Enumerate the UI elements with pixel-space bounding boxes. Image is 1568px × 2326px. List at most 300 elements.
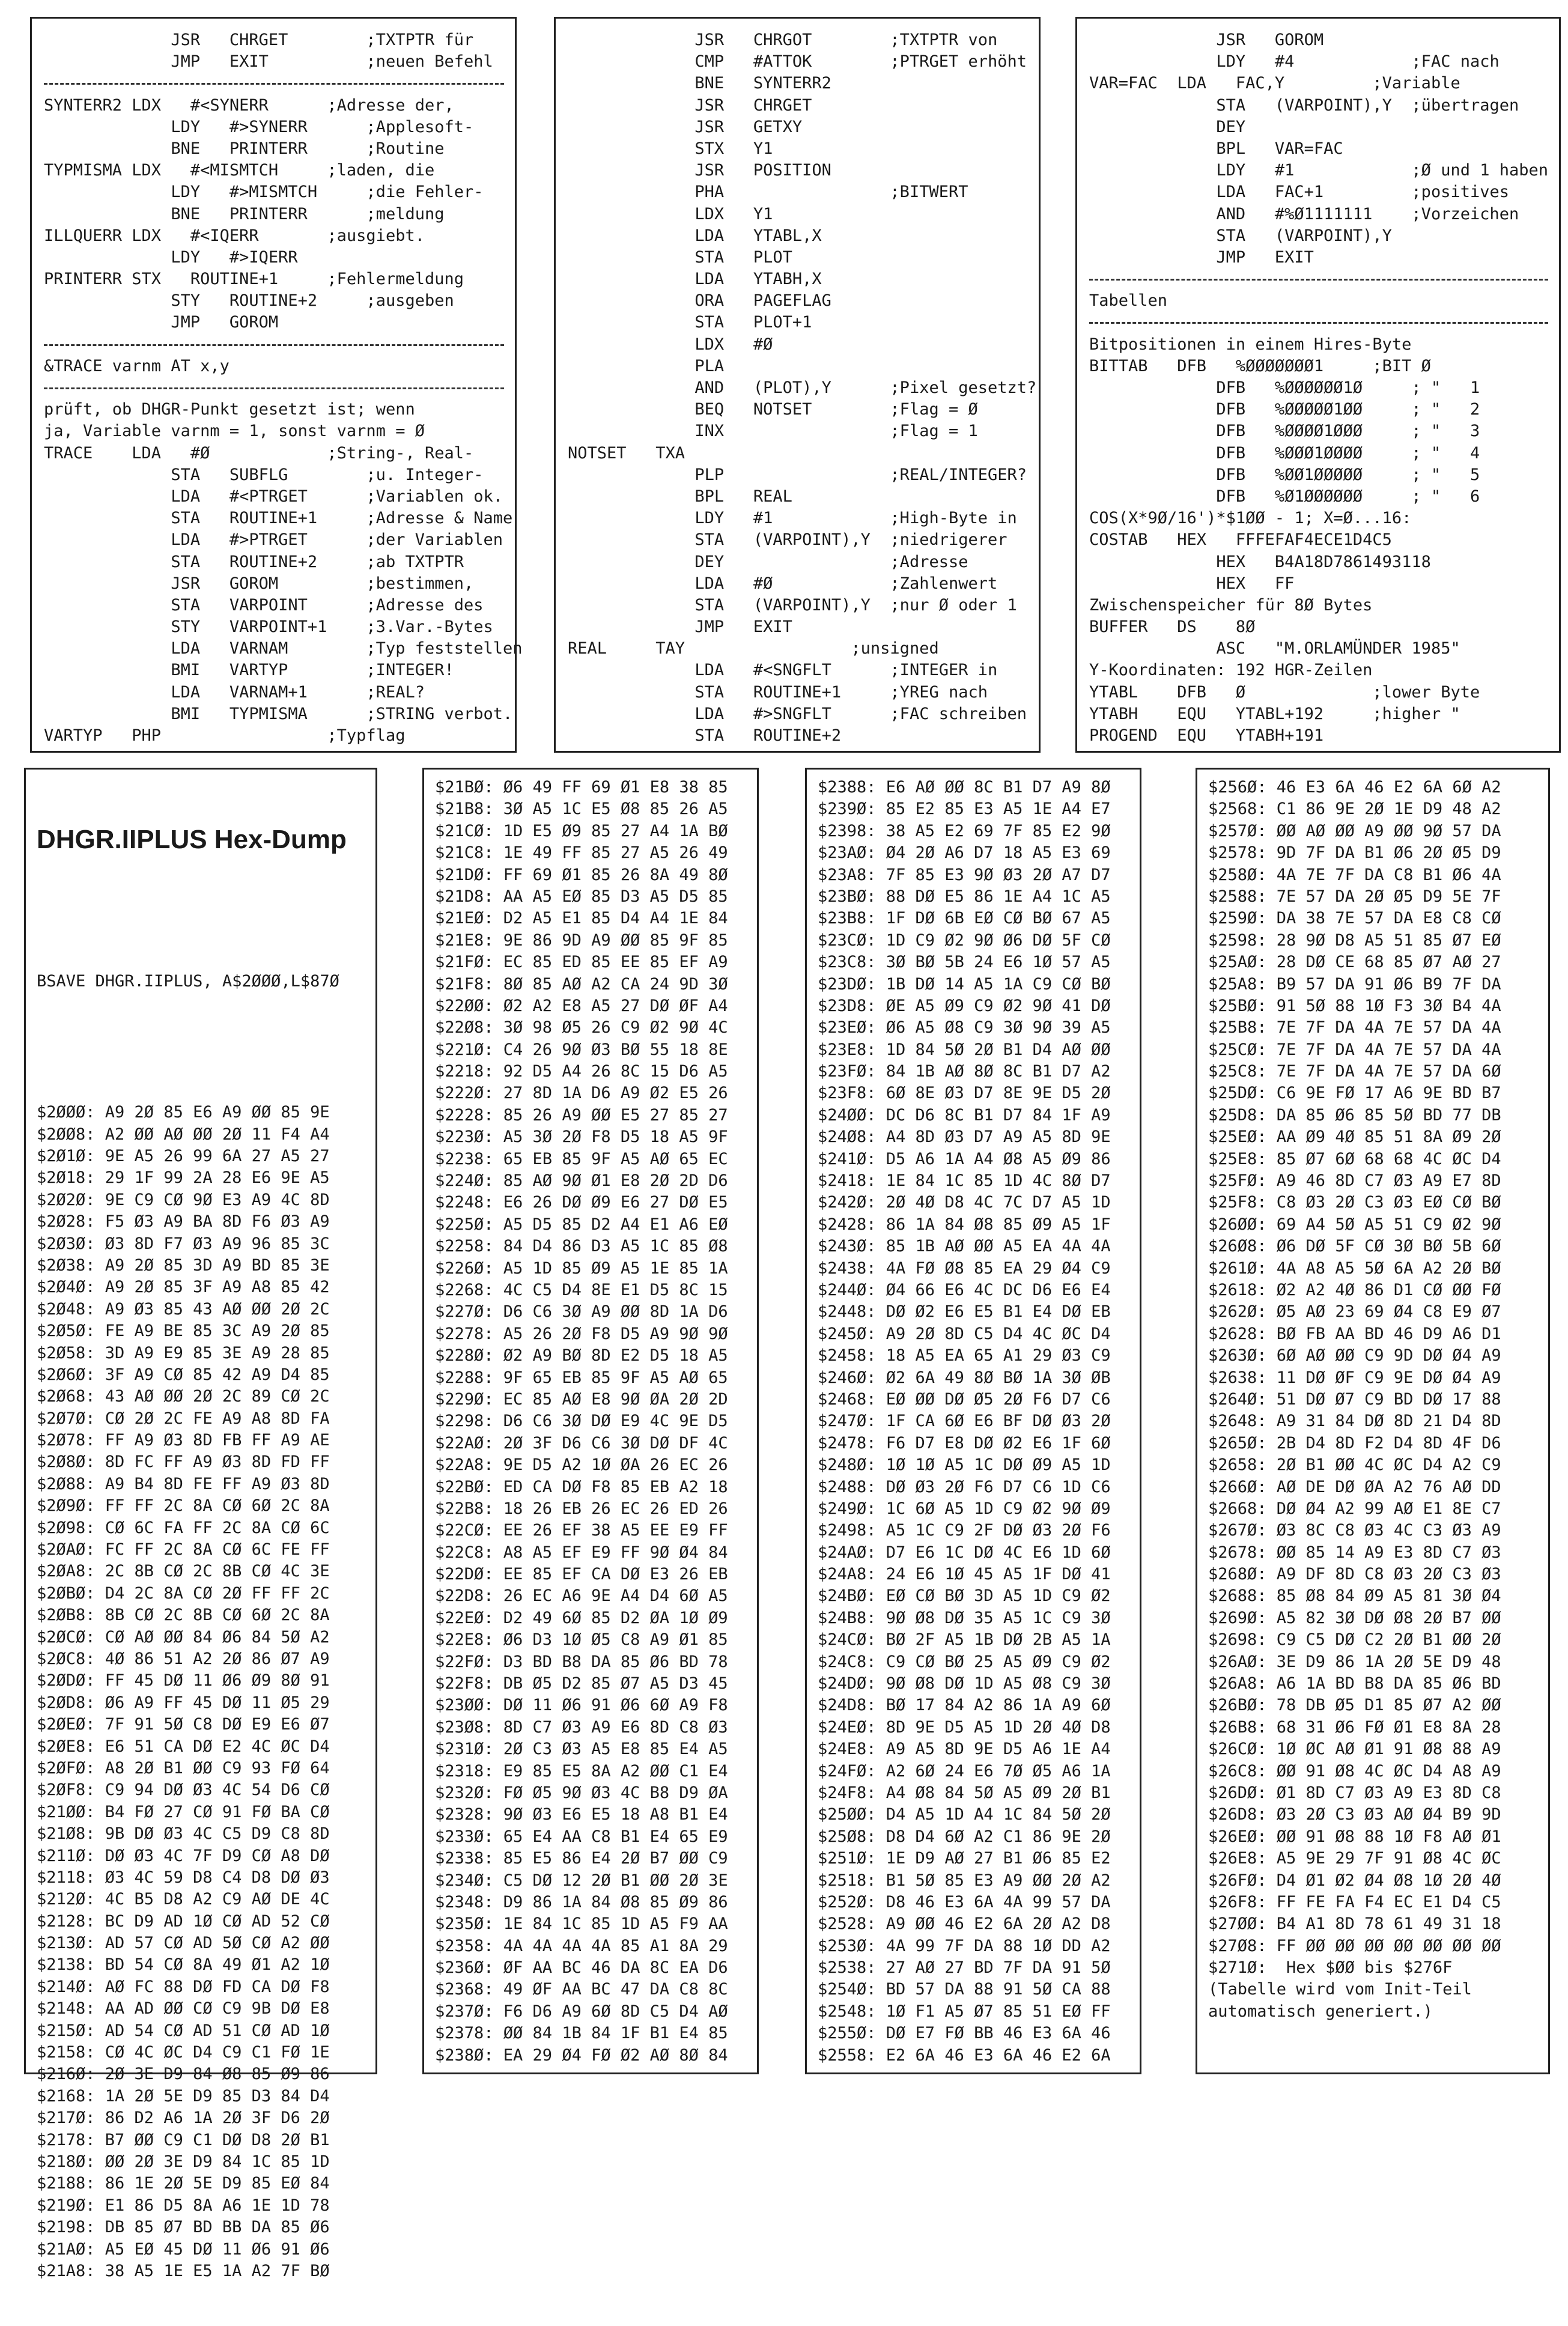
hexdump-line: $2428: 86 1A 84 Ø8 85 Ø9 A5 1F: [818, 1215, 1111, 1234]
hexdump-line: $267Ø: Ø3 8C C8 Ø3 4C C3 Ø3 A9: [1208, 1521, 1501, 1540]
hexdump-line: $2648: A9 31 84 DØ 8D 21 D4 8D: [1208, 1412, 1501, 1431]
hexdump-line: $2398: 38 A5 E2 69 7F 85 E2 9Ø: [818, 821, 1111, 840]
hexdump-line: $2Ø68: 43 AØ ØØ 2Ø 2C 89 CØ 2C: [37, 1387, 330, 1406]
hexdump-line: $2478: F6 D7 E8 DØ Ø2 E6 1F 6Ø: [818, 1433, 1111, 1453]
hexdump-line: $219Ø: E1 86 D5 8A A6 1E 1D 78: [37, 2196, 330, 2215]
hexdump-line: $2388: E6 AØ ØØ 8C B1 D7 A9 8Ø: [818, 778, 1111, 797]
listing-line: BUFFER DS 8Ø: [1089, 618, 1256, 637]
hexdump-line: $242Ø: 2Ø 4Ø D8 4C 7C D7 A5 1D: [818, 1193, 1111, 1212]
listing-line: ORA PAGEFLAG: [568, 291, 831, 311]
listing-line: STA ROUTINE+2 ;ab TXTPTR: [44, 552, 464, 571]
listing-line: JSR POSITION: [568, 161, 831, 180]
hexdump-line: $22BØ: ED CA DØ F8 85 EB A2 18: [435, 1477, 728, 1496]
hexdump-line: $21E8: 9E 86 9D A9 ØØ 85 9F 85: [435, 931, 728, 950]
listing-line: BPL VAR=FAC: [1089, 139, 1343, 158]
hexdump-line: $21AØ: A5 EØ 45 DØ 11 Ø6 91 Ø6: [37, 2239, 330, 2259]
hexdump-panel-1: [24, 768, 377, 2280]
hexdump-line: $211Ø: DØ Ø3 4C 7F D9 CØ A8 DØ: [37, 1846, 330, 1865]
hexdump-line: $238Ø: EA 29 Ø4 FØ Ø2 AØ 8Ø 84: [435, 2045, 728, 2065]
hexdump-line: $2Ø9Ø: FF FF 2C 8A CØ 6Ø 2C 8A: [37, 1496, 330, 1516]
listing-line: BEQ NOTSET ;Flag = Ø: [568, 400, 978, 419]
hexdump-line: $2Ø1Ø: 9E A5 26 99 6A 27 A5 27: [37, 1147, 330, 1166]
hexdump-line: $2698: C9 C5 DØ C2 2Ø B1 ØØ 2Ø: [1208, 1630, 1501, 1650]
hexdump-line: $24D8: BØ 17 84 A2 86 1A A9 6Ø: [818, 1696, 1111, 1715]
listing-line: JSR CHRGET ;TXTPTR für: [44, 31, 474, 49]
hexdump-line: $2ØBØ: D4 2C 8A CØ 2Ø FF FF 2C: [37, 1584, 330, 1603]
hexdump-line: $26F8: FF FE FA F4 EC E1 D4 C5: [1208, 1892, 1501, 1912]
hexdump-line: $25EØ: AA Ø9 4Ø 85 51 8A Ø9 2Ø: [1208, 1128, 1501, 1147]
listing-line: DFB %ØØØØ1ØØØ ; " 3: [1089, 422, 1480, 441]
hexdump-line: $21CØ: 1D E5 Ø9 85 27 A4 1A BØ: [435, 821, 728, 840]
hexdump-line: $24EØ: 8D 9E D5 A5 1D 2Ø 4Ø D8: [818, 1717, 1111, 1737]
hexdump-line: $2188: 86 1E 2Ø 5E D9 85 EØ 84: [37, 2174, 330, 2193]
hexdump-line: $2558: E2 6A 46 E3 6A 46 E2 6A: [818, 2045, 1111, 2065]
listing-line: LDA #<PTRGET ;Variablen ok.: [44, 487, 503, 506]
hexdump-line: $27ØØ: B4 A1 8D 78 61 49 31 18: [1208, 1915, 1501, 1934]
hexdump-line: (Tabelle wird vom Init-Teil: [1208, 1980, 1472, 1999]
hexdump-line: $2Ø2Ø: 9E C9 CØ 9Ø E3 A9 4C 8D: [37, 1190, 330, 1209]
hexdump-line: $25E8: 85 Ø7 6Ø 68 68 4C ØC D4: [1208, 1149, 1501, 1168]
listing-line: HEX FF: [1089, 574, 1295, 593]
hexdump-line: $2488: DØ Ø3 2Ø F6 D7 C6 1D C6: [818, 1477, 1111, 1496]
listing-line: ja, Variable varnm = 1, sonst varnm = Ø: [44, 422, 425, 441]
listing-line: JSR GOROM: [1089, 31, 1324, 49]
hexdump-line: $261Ø: 4A A8 A5 5Ø 6A A2 2Ø BØ: [1208, 1259, 1501, 1278]
hexdump-line: $268Ø: A9 DF 8D C8 Ø3 2Ø C3 Ø3: [1208, 1565, 1501, 1584]
hexdump-line: $24Ø8: A4 8D Ø3 D7 A9 A5 8D 9E: [818, 1128, 1111, 1147]
listing-line: STA PLOT: [568, 247, 792, 267]
hexdump-line: $26DØ: Ø1 8D C7 Ø3 A9 E3 8D C8: [1208, 1783, 1501, 1802]
hexdump-line: $26D8: Ø3 2Ø C3 Ø3 AØ Ø4 B9 9D: [1208, 1805, 1501, 1824]
hexdump-line: $217Ø: 86 D2 A6 1A 2Ø 3F D6 2Ø: [37, 2109, 330, 2128]
listing-line: Tabellen: [1089, 291, 1168, 311]
listing-panel-2: [554, 17, 1041, 753]
hexdump-line: $246Ø: Ø2 6A 49 8Ø BØ 1A 3Ø ØB: [818, 1368, 1111, 1387]
hexdump-line: $22DØ: EE 85 EF CA DØ E3 26 EB: [435, 1565, 728, 1584]
hexdump-line: automatisch generiert.): [1208, 2002, 1433, 2021]
listing-line: LDY #4 ;FAC nach: [1089, 52, 1500, 71]
hexdump-line: $25AØ: 28 DØ CE 68 85 Ø7 AØ 27: [1208, 953, 1501, 972]
separator-rule: [44, 334, 504, 356]
hexdump-line: $2418: 1E 84 1C 85 1D 4C 8Ø D7: [818, 1171, 1111, 1191]
hexdump-line: $225Ø: A5 D5 85 D2 A4 E1 A6 EØ: [435, 1215, 728, 1234]
hexdump-line: $2Ø8Ø: 8D FC FF A9 Ø3 8D FD FF: [37, 1453, 330, 1472]
hexdump-panel-4: [1196, 768, 1550, 2074]
hexdump-line: $23ØØ: DØ 11 Ø6 91 Ø6 6Ø A9 F8: [435, 1696, 728, 1715]
hexdump-line: $23DØ: 1B DØ 14 A5 1A C9 CØ BØ: [818, 974, 1111, 994]
hexdump-line: $2598: 28 9Ø D8 A5 51 85 Ø7 EØ: [1208, 931, 1501, 950]
hexdump-line: $2268: 4C C5 D4 8E E1 D5 8C 15: [435, 1280, 728, 1299]
hexdump-line: $21BØ: Ø6 49 FF 69 Ø1 E8 38 85: [435, 778, 728, 797]
hexdump-line: $216Ø: 2Ø 3E D9 84 Ø8 85 Ø9 86: [37, 2065, 330, 2084]
listing-line: BNE SYNTERR2: [568, 74, 831, 93]
hexdump-line: $269Ø: A5 82 3Ø DØ Ø8 2Ø B7 ØØ: [1208, 1608, 1501, 1627]
hexdump-line: $222Ø: 27 8D 1A D6 A9 Ø2 E5 26: [435, 1084, 728, 1103]
hexdump-line: $243Ø: 85 1B AØ ØØ A5 EA 4A 4A: [818, 1237, 1111, 1256]
listing-line: CMP #ATTOK ;PTRGET erhöht: [568, 52, 1027, 71]
listing-line: AND (PLOT),Y ;Pixel gesetzt?: [568, 378, 1037, 397]
listing-line: BITTAB DFB %ØØØØØØØ1 ;BIT Ø: [1089, 356, 1431, 375]
hexdump-line: $226Ø: A5 1D 85 Ø9 A5 1E 85 1A: [435, 1259, 728, 1278]
hexdump-line: $21A8: 38 A5 1E E5 1A A2 7F BØ: [37, 2261, 330, 2280]
hexdump-line: $251Ø: 1E D9 AØ 27 B1 Ø6 85 E2: [818, 1849, 1111, 1868]
hexdump-line: $2258: 84 D4 86 D3 A5 1C 85 Ø8: [435, 1237, 728, 1256]
hexdump-line: $2ØD8: Ø6 A9 FF 45 DØ 11 Ø5 29: [37, 1693, 330, 1712]
hexdump-line: $2138: BD 54 CØ 8A 49 Ø1 A2 1Ø: [37, 1955, 330, 1975]
hexdump-line: $26ØØ: 69 A4 5Ø A5 51 C9 Ø2 9Ø: [1208, 1215, 1501, 1234]
hexdump-line: $2ØFØ: A8 2Ø B1 ØØ C9 93 FØ 64: [37, 1758, 330, 1778]
listing-line: LDY #1 ;High-Byte in: [568, 509, 1017, 528]
hexdump-line: $212Ø: 4C B5 D8 A2 C9 AØ DE 4C: [37, 1890, 330, 1909]
hexdump-line: $232Ø: FØ Ø5 9Ø Ø3 4C B8 D9 ØA: [435, 1783, 728, 1802]
listing-line: JMP GOROM: [44, 313, 279, 332]
hexdump-line: $21DØ: FF 69 Ø1 85 26 8A 49 8Ø: [435, 865, 728, 884]
hexdump-line: $245Ø: A9 2Ø 8D C5 D4 4C ØC D4: [818, 1324, 1111, 1343]
hexdump-line: $2Ø3Ø: Ø3 8D F7 Ø3 A9 96 85 3C: [37, 1234, 330, 1253]
hexdump-lines: [1197, 770, 1548, 2023]
listing-line: DFB %ØØ1ØØØØØ ; " 5: [1089, 465, 1480, 484]
hexdump-line: $26Ø8: Ø6 DØ 5F CØ 3Ø BØ 5B 6Ø: [1208, 1237, 1501, 1256]
listing-line: COS(X*9Ø/16')*$1ØØ - 1; X=Ø...16:: [1089, 509, 1412, 528]
hexdump-line: $26AØ: 3E D9 86 1A 2Ø 5E D9 48: [1208, 1652, 1501, 1671]
hexdump-line: $25A8: B9 57 DA 91 Ø6 B9 7F DA: [1208, 974, 1501, 994]
listing-line: LDY #>SYNERR ;Applesoft-: [44, 117, 474, 136]
hexdump-line: $2668: DØ Ø4 A2 99 AØ E1 8E C7: [1208, 1499, 1501, 1518]
listing-line: SYNTERR2 LDX #<SYNERR ;Adresse der,: [44, 96, 454, 115]
separator-rule: [44, 377, 504, 399]
listing-line: LDA YTABL,X: [568, 226, 822, 245]
hexdump-line: $23A8: 7F 85 E3 9Ø Ø3 2Ø A7 D7: [818, 865, 1111, 884]
hexdump-line: $2338: 85 E5 86 E4 2Ø B7 ØØ C9: [435, 1849, 728, 1868]
hexdump-line: $221Ø: C4 26 9Ø Ø3 BØ 55 18 8E: [435, 1040, 728, 1059]
hexdump-line: $234Ø: C5 DØ 12 2Ø B1 ØØ 2Ø 3E: [435, 1871, 728, 1890]
listing-line: STA (VARPOINT),Y ;niedrigerer: [568, 530, 1007, 550]
hexdump-line: $241Ø: D5 A6 1A A4 Ø8 A5 Ø9 86: [818, 1149, 1111, 1168]
listing-line: STA ROUTINE+1 ;YREG nach: [568, 682, 988, 702]
listing-line: PRINTERR STX ROUTINE+1 ;Fehlermeldung: [44, 270, 464, 289]
listing-line: JSR GOROM ;bestimmen,: [44, 574, 474, 593]
listing-line: VARTYP PHP ;Typflag: [44, 726, 406, 745]
hexdump-line: $21Ø8: 9B DØ Ø3 4C C5 D9 C8 8D: [37, 1824, 330, 1844]
listing-line: BMI TYPMISMA ;STRING verbot.: [44, 704, 513, 723]
listing-line: HEX B4A18D7861493118: [1089, 552, 1431, 571]
hexdump-line: $2378: ØØ 84 1B 84 1F B1 E4 85: [435, 2024, 728, 2043]
hexdump-line: $2688: 85 Ø8 84 Ø9 A5 81 3Ø Ø4: [1208, 1587, 1501, 1606]
listing-line: Y-Koordinaten: 192 HGR-Zeilen: [1089, 661, 1373, 680]
hexdump-line: $2578: 9D 7F DA B1 Ø6 2Ø Ø5 D9: [1208, 843, 1501, 863]
hexdump-line: $23B8: 1F DØ 6B EØ CØ BØ 67 A5: [818, 909, 1111, 928]
hexdump-line: $2528: A9 ØØ 46 E2 6A 2Ø A2 D8: [818, 1915, 1111, 1934]
hexdump-line: $2348: D9 86 1A 84 Ø8 85 Ø9 86: [435, 1892, 728, 1912]
hexdump-line: $24AØ: D7 E6 1C DØ 4C E6 1D 6Ø: [818, 1543, 1111, 1562]
hexdump-line: $262Ø: Ø5 AØ 23 69 Ø4 C8 E9 Ø7: [1208, 1302, 1501, 1322]
listing-line: LDA YTABH,X: [568, 270, 822, 289]
hexdump-line: $2ØA8: 2C 8B CØ 2C 8B CØ 4C 3E: [37, 1562, 330, 1581]
hexdump-line: $27Ø8: FF ØØ ØØ ØØ ØØ ØØ ØØ ØØ: [1208, 1936, 1501, 1955]
hexdump-line: $26CØ: 1Ø ØC AØ Ø1 91 Ø8 88 A9: [1208, 1740, 1501, 1759]
hexdump-line: $21FØ: EC 85 ED 85 EE 85 EF A9: [435, 953, 728, 972]
listing-line: JSR CHRGOT ;TXTPTR von: [568, 31, 998, 49]
listing-line: DEY: [1089, 117, 1246, 136]
hexdump-line: $231Ø: 2Ø C3 Ø3 A5 E8 85 E4 A5: [435, 1740, 728, 1759]
listing-line: prüft, ob DHGR-Punkt gesetzt ist; wenn: [44, 400, 415, 419]
listing-line: LDA #>SNGFLT ;FAC schreiben: [568, 704, 1027, 723]
listing-line: NOTSET TXA: [568, 443, 685, 463]
hexdump-line: $25C8: 7E 7F DA 4A 7E 57 DA 6Ø: [1208, 1062, 1501, 1081]
hexdump-line: $2ØØ8: A2 ØØ AØ ØØ 2Ø 11 F4 A4: [37, 1125, 330, 1144]
hexdump-line: $22Ø8: 3Ø 98 Ø5 26 C9 Ø2 9Ø 4C: [435, 1018, 728, 1037]
hexdump-line: $2Ø48: A9 Ø3 85 43 AØ ØØ 2Ø 2C: [37, 1299, 330, 1319]
listing-line: STA ROUTINE+1 ;Adresse & Name: [44, 509, 513, 528]
bsave-command: BSAVE DHGR.IIPLUS, A$2ØØØ,L$87Ø: [37, 971, 339, 991]
hexdump-line: $26C8: ØØ 91 Ø8 4C ØC D4 A8 A9: [1208, 1761, 1501, 1781]
listing-line: YTABL DFB Ø ;lower Byte: [1089, 682, 1480, 702]
hexdump-line: $23BØ: 88 DØ E5 86 1E A4 1C A5: [818, 887, 1111, 906]
hexdump-line: $22E8: Ø6 D3 1Ø Ø5 C8 A9 Ø1 85: [435, 1630, 728, 1650]
hexdump-line: $21F8: 8Ø 85 AØ A2 CA 24 9D 3Ø: [435, 974, 728, 994]
hexdump-line: $22D8: 26 EC A6 9E A4 D4 6Ø A5: [435, 1587, 728, 1606]
hexdump-line: $2618: Ø2 A2 4Ø 86 D1 CØ ØØ FØ: [1208, 1280, 1501, 1299]
hexdump-line: $263Ø: 6Ø AØ ØØ C9 9D DØ Ø4 A9: [1208, 1346, 1501, 1365]
hexdump-line: $2Ø98: CØ 6C FA FF 2C 8A CØ 6C: [37, 1518, 330, 1537]
separator-rule: [1089, 269, 1548, 290]
hexdump-line: $265Ø: 2B D4 8D F2 D4 8D 4F D6: [1208, 1433, 1501, 1453]
hexdump-line: $22AØ: 2Ø 3F D6 C6 3Ø DØ DF 4C: [435, 1433, 728, 1453]
hexdump-line: $2458: 18 A5 EA 65 A1 29 Ø3 C9: [818, 1346, 1111, 1365]
listing-line: LDA #<SNGFLT ;INTEGER in: [568, 661, 998, 680]
listing-line: LDX Y1: [568, 204, 773, 223]
hexdump-line: $2638: 11 DØ ØF C9 9E DØ Ø4 A9: [1208, 1368, 1501, 1387]
listing-text: [32, 19, 523, 747]
listing-line: LDX #Ø: [568, 335, 773, 354]
hexdump-line: $26B8: 68 31 Ø6 FØ Ø1 E8 8A 28: [1208, 1717, 1501, 1737]
hexdump-line: $24A8: 24 E6 1Ø 45 A5 1F DØ 41: [818, 1565, 1111, 1584]
hexdump-line: $2548: 1Ø F1 A5 Ø7 85 51 EØ FF: [818, 2002, 1111, 2021]
listing-line: AND #%Ø1111111 ;Vorzeichen: [1089, 204, 1519, 223]
hexdump-line: $2ØC8: 4Ø 86 51 A2 2Ø 86 Ø7 A9: [37, 1650, 330, 1668]
hexdump-line: $244Ø: Ø4 66 E6 4C DC D6 E6 E4: [818, 1280, 1111, 1299]
listing-panel-3: [1075, 17, 1561, 753]
separator-rule: [44, 73, 504, 94]
hexdump-line: $2178: B7 ØØ C9 C1 DØ D8 2Ø B1: [37, 2130, 330, 2149]
listing-line: STA (VARPOINT),Y ;übertragen: [1089, 96, 1519, 115]
hexdump-line: $25FØ: A9 46 8D C7 Ø3 A9 E7 8D: [1208, 1171, 1501, 1191]
hexdump-line: $25B8: 7E 7F DA 4A 7E 57 DA 4A: [1208, 1018, 1501, 1037]
listing-line: PHA ;BITWERT: [568, 183, 968, 202]
listing-line: BNE PRINTERR ;Routine: [44, 139, 445, 158]
listing-line: INX ;Flag = 1: [568, 422, 978, 441]
listing-line: LDA #Ø ;Zahlenwert: [568, 574, 998, 593]
hexdump-line: $224Ø: 85 AØ 9Ø Ø1 E8 2Ø 2D D6: [435, 1171, 728, 1191]
listing-line: DFB %ØØØ1ØØØØ ; " 4: [1089, 443, 1480, 463]
hexdump-line: $2ØF8: C9 94 DØ Ø3 4C 54 D6 CØ: [37, 1781, 330, 1800]
hexdump-line: $25DØ: C6 9E FØ 17 A6 9E BD B7: [1208, 1084, 1501, 1103]
hexdump-line: $2468: EØ ØØ DØ Ø5 2Ø F6 D7 C6: [818, 1389, 1111, 1409]
hexdump-line: $2Ø28: F5 Ø3 A9 BA 8D F6 Ø3 A9: [37, 1212, 330, 1231]
hexdump-line: $23CØ: 1D C9 Ø2 9Ø Ø6 DØ 5F CØ: [818, 931, 1111, 950]
hexdump-line: $215Ø: AD 54 CØ AD 51 CØ AD 1Ø: [37, 2021, 330, 2040]
hexdump-line: $2358: 4A 4A 4A 4A 85 A1 8A 29: [435, 1936, 728, 1955]
hexdump-line: $247Ø: 1F CA 6Ø E6 BF DØ Ø3 2Ø: [818, 1412, 1111, 1431]
hexdump-line: $24ØØ: DC D6 8C B1 D7 84 1F A9: [818, 1105, 1111, 1125]
hexdump-line: $26FØ: D4 Ø1 Ø2 Ø4 Ø8 1Ø 2Ø 4Ø: [1208, 1871, 1501, 1890]
listing-line: LDA VARNAM+1 ;REAL?: [44, 682, 425, 702]
listing-line: LDA FAC+1 ;positives: [1089, 183, 1509, 202]
hexdump-line: $2248: E6 26 DØ Ø9 E6 27 DØ E5: [435, 1193, 728, 1212]
hexdump-line: $2318: E9 85 E5 8A A2 ØØ C1 E4: [435, 1761, 728, 1781]
hexdump-line: $23F8: 6Ø 8E Ø3 D7 8E 9E D5 2Ø: [818, 1084, 1111, 1103]
hexdump-line: $2628: BØ FB AA BD 46 D9 A6 D1: [1208, 1324, 1501, 1343]
listing-line: BPL REAL: [568, 487, 792, 506]
listing-line: VAR=FAC LDA FAC,Y ;Variable: [1089, 74, 1460, 93]
hexdump-line: $24B8: 9Ø Ø8 DØ 35 A5 1C C9 3Ø: [818, 1608, 1111, 1627]
hexdump-line: $236Ø: ØF AA BC 46 DA 8C EA D6: [435, 1958, 728, 1978]
listing-line: Bitpositionen in einem Hires-Byte: [1089, 335, 1412, 354]
hexdump-line: $252Ø: D8 46 E3 6A 4A 99 57 DA: [818, 1892, 1111, 1912]
hexdump-line: $2438: 4A FØ Ø8 85 EA 29 Ø4 C9: [818, 1259, 1111, 1278]
hexdump-line: $2ØAØ: FC FF 2C 8A CØ 6C FE FF: [37, 1540, 330, 1559]
hexdump-line: $2278: A5 26 2Ø F8 D5 A9 9Ø 9Ø: [435, 1324, 728, 1343]
hexdump-line: $2158: CØ 4C ØC D4 C9 C1 FØ 1E: [37, 2043, 330, 2062]
hexdump-line: $248Ø: 1Ø 1Ø A5 1C DØ Ø9 A5 1D: [818, 1456, 1111, 1475]
hexdump-line: $2588: 7E 57 DA 2Ø Ø5 D9 5E 7F: [1208, 887, 1501, 906]
listing-line: DFB %Ø1ØØØØØØ ; " 6: [1089, 487, 1480, 506]
hexdump-line: $2568: C1 86 9E 2Ø 1E D9 48 A2: [1208, 800, 1501, 819]
hexdump-lines: [424, 770, 757, 2066]
hexdump-line: $2Ø58: 3D A9 E9 85 3E A9 28 85: [37, 1343, 330, 1362]
hexdump-panel-3: [805, 768, 1141, 2074]
listing-line: LDA #>PTRGET ;der Variablen: [44, 530, 503, 550]
hexdump-line: $237Ø: F6 D6 A9 6Ø 8D C5 D4 AØ: [435, 2002, 728, 2021]
hexdump-line: $259Ø: DA 38 7E 57 DA E8 C8 CØ: [1208, 909, 1501, 928]
listing-line: STA (VARPOINT),Y ;nur Ø oder 1: [568, 595, 1017, 615]
listing-line: TRACE LDA #Ø ;String-, Real-: [44, 443, 474, 463]
hexdump-line: $24C8: C9 CØ BØ 25 A5 Ø9 C9 Ø2: [818, 1652, 1111, 1671]
hexdump-line: $2228: 85 26 A9 ØØ E5 27 85 27: [435, 1105, 728, 1125]
hexdump-line: $254Ø: BD 57 DA 88 91 5Ø CA 88: [818, 1980, 1111, 1999]
listing-line: ASC "M.ORLAMÜNDER 1985": [1089, 639, 1460, 658]
hexdump-line: $2Ø18: 29 1F 99 2A 28 E6 9E A5: [37, 1168, 330, 1188]
hexdump-line: $2Ø7Ø: CØ 2Ø 2C FE A9 A8 8D FA: [37, 1409, 330, 1428]
hexdump-line: $23AØ: Ø4 2Ø A6 D7 18 A5 E3 69: [818, 843, 1111, 863]
listing-line: JMP EXIT: [1089, 247, 1314, 267]
listing-text: [556, 19, 1039, 747]
listing-panel-1: [30, 17, 523, 753]
listing-line: YTABH EQU YTABL+192 ;higher ": [1089, 704, 1460, 723]
listing-line: DEY ;Adresse: [568, 552, 968, 571]
listing-line: JMP EXIT ;neuen Befehl: [44, 52, 493, 71]
hexdump-line: $2Ø38: A9 2Ø 85 3D A9 BD 85 3E: [37, 1256, 330, 1275]
hexdump-line: $233Ø: 65 E4 AA C8 B1 E4 65 E9: [435, 1827, 728, 1846]
listing-line: STA ROUTINE+2: [568, 726, 842, 745]
hexdump-line: $23Ø8: 8D C7 Ø3 A9 E6 8D C8 Ø3: [435, 1717, 728, 1737]
hexdump-line: $2Ø78: FF A9 Ø3 8D FB FF A9 AE: [37, 1431, 330, 1450]
hexdump-line: $22C8: A8 A5 EF E9 FF 9Ø Ø4 84: [435, 1543, 728, 1562]
listing-line: BMI VARTYP ;INTEGER!: [44, 661, 454, 680]
listing-line: PROGEND EQU YTABH+191: [1089, 726, 1324, 745]
hexdump-line: $2368: 49 ØF AA BC 47 DA C8 8C: [435, 1980, 728, 1999]
hexdump-line: $21ØØ: B4 FØ 27 CØ 91 FØ BA CØ: [37, 1802, 330, 1821]
hexdump-line: $25ØØ: D4 A5 1D A4 1C 84 5Ø 2Ø: [818, 1805, 1111, 1824]
listing-line: LDY #>IQERR: [44, 247, 298, 267]
hexdump-line: $23FØ: 84 1B AØ 8Ø 8C B1 D7 A2: [818, 1062, 1111, 1081]
hexdump-line: $2518: B1 5Ø 85 E3 A9 ØØ 2Ø A2: [818, 1871, 1111, 1890]
hexdump-line: $2168: 1A 2Ø 5E D9 85 D3 84 D4: [37, 2086, 330, 2106]
hexdump-line: $2ØB8: 8B CØ 2C 8B CØ 6Ø 2C 8A: [37, 1606, 330, 1625]
hexdump-line: $21D8: AA A5 EØ 85 D3 A5 D5 85: [435, 887, 728, 906]
hexdump-line: $235Ø: 1E 84 1C 85 1D A5 F9 AA: [435, 1915, 728, 1934]
hexdump-line: $229Ø: EC 85 AØ E8 9Ø ØA 2Ø 2D: [435, 1389, 728, 1409]
hexdump-line: $214Ø: AØ FC 88 DØ FD CA DØ F8: [37, 1977, 330, 1996]
hexdump-line: $21B8: 3Ø A5 1C E5 Ø8 85 26 A5: [435, 800, 728, 819]
listing-line: DFB %ØØØØØ1ØØ ; " 2: [1089, 400, 1480, 419]
hexdump-line: $26EØ: ØØ 91 Ø8 88 1Ø F8 AØ Ø1: [1208, 1827, 1501, 1846]
hexdump-line: $24E8: A9 A5 8D 9E D5 A6 1E A4: [818, 1740, 1111, 1759]
hexdump-line: $228Ø: Ø2 A9 BØ 8D E2 D5 18 A5: [435, 1346, 728, 1365]
hexdump-line: $25F8: C8 Ø3 2Ø C3 Ø3 EØ CØ BØ: [1208, 1193, 1501, 1212]
hexdump-line: $26E8: A5 9E 29 7F 91 Ø8 4C ØC: [1208, 1849, 1501, 1868]
hexdump-line: $2ØØØ: A9 2Ø 85 E6 A9 ØØ 85 9E: [37, 1103, 330, 1122]
hexdump-line: $2218: 92 D5 A4 26 8C 15 D6 A5: [435, 1062, 728, 1081]
hexdump-line: $2658: 2Ø B1 ØØ 4C ØC D4 A2 C9: [1208, 1456, 1501, 1475]
hexdump-line: $266Ø: AØ DE DØ ØA A2 76 AØ DD: [1208, 1477, 1501, 1496]
hexdump-line: $25CØ: 7E 7F DA 4A 7E 57 DA 4A: [1208, 1040, 1501, 1059]
hexdump-line: $223Ø: A5 3Ø 2Ø F8 D5 18 A5 9F: [435, 1128, 728, 1147]
hexdump-line: $2238: 65 EB 85 9F A5 AØ 65 EC: [435, 1149, 728, 1168]
listing-line: LDY #1 ;Ø und 1 haben: [1089, 161, 1549, 180]
hexdump-line: $23E8: 1D 84 5Ø 2Ø B1 D4 AØ ØØ: [818, 1040, 1111, 1059]
listing-line: STY ROUTINE+2 ;ausgeben: [44, 291, 454, 311]
hexdump-line: $2Ø88: A9 B4 8D FE FF A9 Ø3 8D: [37, 1474, 330, 1493]
hexdump-line: $2ØEØ: 7F 91 5Ø C8 DØ E9 E6 Ø7: [37, 1715, 330, 1734]
listing-line: Zwischenspeicher für 8Ø Bytes: [1089, 595, 1373, 615]
hexdump-line: $253Ø: 4A 99 7F DA 88 1Ø DD A2: [818, 1936, 1111, 1955]
listing-line: STA VARPOINT ;Adresse des: [44, 595, 484, 615]
hexdump-line: $2328: 9Ø Ø3 E6 E5 18 A8 B1 E4: [435, 1805, 728, 1824]
listing-line: STA PLOT+1: [568, 313, 812, 332]
listing-text: [1077, 19, 1559, 747]
hexdump-line: $239Ø: 85 E2 85 E3 A5 1E A4 E7: [818, 800, 1111, 819]
listing-line: PLP ;REAL/INTEGER?: [568, 465, 1027, 484]
listing-line: JSR CHRGET: [568, 96, 812, 115]
listing-line: STY VARPOINT+1 ;3.Var.-Bytes: [44, 618, 493, 637]
hexdump-line: $2Ø6Ø: 3F A9 CØ 85 42 A9 D4 85: [37, 1365, 330, 1384]
hexdump-lines: [37, 1102, 368, 2282]
hexdump-line: $255Ø: DØ E7 FØ BB 46 E3 6A 46: [818, 2024, 1111, 2043]
hexdump-line: $2ØCØ: CØ AØ ØØ 84 Ø6 84 5Ø A2: [37, 1627, 330, 1647]
hexdump-title: DHGR.IIPLUS Hex-Dump: [37, 824, 347, 854]
hexdump-line: $21EØ: D2 A5 E1 85 D4 A4 1E 84: [435, 909, 728, 928]
hexdump-line: $2118: Ø3 4C 59 D8 C4 D8 DØ Ø3: [37, 1868, 330, 1887]
hexdump-line: $25D8: DA 85 Ø6 85 5Ø BD 77 DB: [1208, 1105, 1501, 1125]
listing-line: JSR GETXY: [568, 117, 803, 136]
hexdump-line: $2448: DØ Ø2 E6 E5 B1 E4 DØ EB: [818, 1302, 1111, 1322]
hexdump-line: $2128: BC D9 AD 1Ø CØ AD 52 CØ: [37, 1912, 330, 1931]
hexdump-line: $23D8: ØE A5 Ø9 C9 Ø2 9Ø 41 DØ: [818, 996, 1111, 1015]
hexdump-line: $271Ø: Hex $ØØ bis $276F: [1208, 1958, 1453, 1978]
separator-rule: [1089, 312, 1548, 333]
hexdump-line: $256Ø: 46 E3 6A 46 E2 6A 6Ø A2: [1208, 778, 1501, 797]
hexdump-line: $23C8: 3Ø BØ 5B 24 E6 1Ø 57 A5: [818, 953, 1111, 972]
listing-line: COSTAB HEX FFFEFAF4ECE1D4C5: [1089, 530, 1392, 550]
listing-line: ILLQUERR LDX #<IQERR ;ausgiebt.: [44, 226, 425, 245]
hexdump-line: $25Ø8: D8 D4 6Ø A2 C1 86 9E 2Ø: [818, 1827, 1111, 1846]
hexdump-line: $22ØØ: Ø2 A2 E8 A5 27 DØ ØF A4: [435, 996, 728, 1015]
hexdump-panel-2: [422, 768, 759, 2074]
hexdump-line: $2148: AA AD ØØ CØ C9 9B DØ E8: [37, 1999, 330, 2018]
hexdump-line: $23EØ: Ø6 A5 Ø8 C9 3Ø 9Ø 39 A5: [818, 1018, 1111, 1037]
hexdump-line: $2498: A5 1C C9 2F DØ Ø3 2Ø F6: [818, 1521, 1111, 1540]
